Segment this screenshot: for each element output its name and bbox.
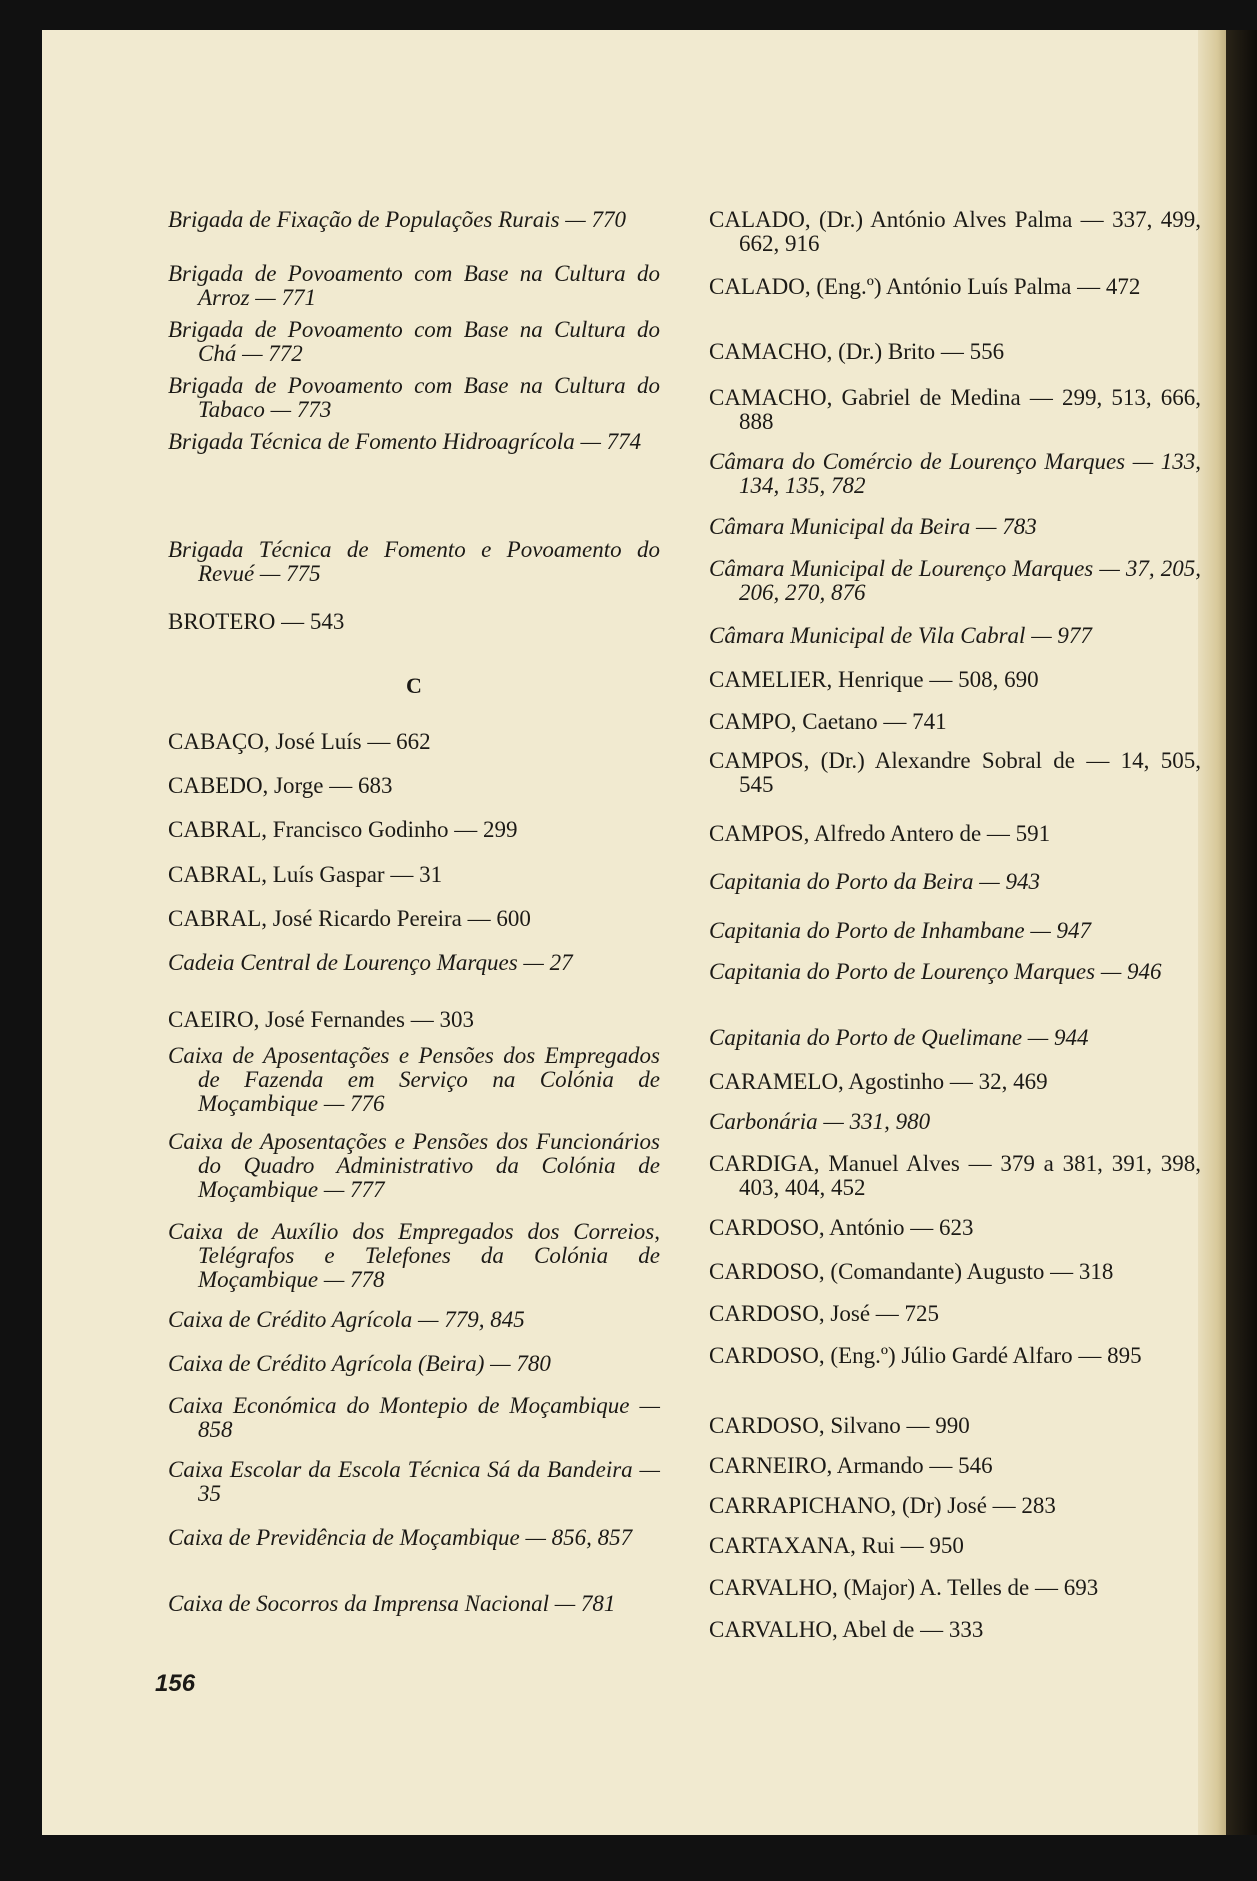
index-entry: CARDOSO, António — 623 xyxy=(709,1215,974,1240)
index-entry: CARNEIRO, Armando — 546 xyxy=(709,1453,993,1478)
index-entry: CABEDO, Jorge — 683 xyxy=(168,773,393,798)
index-entry: Brigada de Fixação de Populações Rurais — 770 xyxy=(168,207,627,232)
book-edge xyxy=(1226,30,1257,1835)
index-entry: Caixa de Crédito Agrícola — 779, 845 xyxy=(168,1307,525,1332)
page-number: 156 xyxy=(155,1670,196,1697)
section-letter: C xyxy=(406,673,422,698)
index-entry: CALADO, (Eng.º) António Luís Palma — 472 xyxy=(709,274,1141,299)
index-entry: Câmara Municipal de Vila Cabral — 977 xyxy=(709,623,1092,648)
index-entry: CARVALHO, Abel de — 333 xyxy=(709,1617,984,1642)
index-entry: Caixa Escolar da Escola Técnica Sá da Bandeira — 35 xyxy=(168,1457,660,1506)
index-entry: CARDIGA, Manuel Alves — 379 a 381, 391, 398, 403, 404, 452 xyxy=(709,1151,1201,1200)
index-entry: CAMELIER, Henrique — 508, 690 xyxy=(709,667,1039,692)
index-entry: Caixa de Previdência de Moçambique — 856, 857 xyxy=(168,1525,633,1550)
index-entry: CARDOSO, (Comandante) Augusto — 318 xyxy=(709,1259,1114,1284)
index-entry: CAEIRO, José Fernandes — 303 xyxy=(168,1007,474,1032)
index-entry: CARVALHO, (Major) A. Telles de — 693 xyxy=(709,1575,1099,1600)
index-entry: Caixa Económica do Montepio de Moçambique — 858 xyxy=(168,1393,660,1442)
index-entry: CABAÇO, José Luís — 662 xyxy=(168,729,431,754)
index-entry: Capitania do Porto de Lourenço Marques — 946 xyxy=(709,959,1162,984)
index-entry: Brigada Técnica de Fomento Hidroagrícola — 774 xyxy=(168,429,642,454)
index-entry: CARDOSO, (Eng.º) Júlio Gardé Alfaro — 895 xyxy=(709,1343,1142,1368)
index-entry: Capitania do Porto da Beira — 943 xyxy=(709,869,1040,894)
index-entry: CARDOSO, José — 725 xyxy=(709,1301,940,1326)
index-entry: CALADO, (Dr.) António Alves Palma — 337, 499, 662, 916 xyxy=(709,207,1201,256)
index-entry: BROTERO — 543 xyxy=(168,609,345,634)
index-entry: Carbonária — 331, 980 xyxy=(709,1109,931,1134)
index-entry: Câmara Municipal da Beira — 783 xyxy=(709,514,1037,539)
index-entry: CAMACHO, Gabriel de Medina — 299, 513, 666, 888 xyxy=(709,385,1201,434)
index-entry: Caixa de Crédito Agrícola (Beira) — 780 xyxy=(168,1351,551,1376)
index-entry: CAMPOS, (Dr.) Alexandre Sobral de — 14, 505, 545 xyxy=(709,748,1201,797)
index-entry: Brigada Técnica de Fomento e Povoamento do Revué — 775 xyxy=(168,537,660,586)
index-entry: Brigada de Povoamento com Base na Cultura do Arroz — 771 xyxy=(168,261,660,310)
index-entry: CARDOSO, Silvano — 990 xyxy=(709,1413,970,1438)
index-entry: Câmara Municipal de Lourenço Marques — 37, 205, 206, 270, 876 xyxy=(709,556,1201,605)
index-entry: CAMPO, Caetano — 741 xyxy=(709,709,947,734)
index-entry: CARRAPICHANO, (Dr) José — 283 xyxy=(709,1493,1056,1518)
index-entry: CARAMELO, Agostinho — 32, 469 xyxy=(709,1069,1048,1094)
index-entry: Brigada de Povoamento com Base na Cultura do Tabaco — 773 xyxy=(168,373,660,422)
index-entry: Brigada de Povoamento com Base na Cultura do Chá — 772 xyxy=(168,317,660,366)
index-entry: Cadeia Central de Lourenço Marques — 27 xyxy=(168,950,573,975)
index-entry: Capitania do Porto de Inhambane — 947 xyxy=(709,918,1092,943)
book-page xyxy=(42,30,1230,1835)
index-entry: CABRAL, José Ricardo Pereira — 600 xyxy=(168,906,531,931)
index-entry: Caixa de Aposentações e Pensões dos Empregados de Fazenda em Serviço na Colónia de Moçambique — 776 xyxy=(168,1043,660,1116)
index-entry: CABRAL, Francisco Godinho — 299 xyxy=(168,817,518,842)
index-entry: CAMPOS, Alfredo Antero de — 591 xyxy=(709,821,1051,846)
index-entry: Caixa de Socorros da Imprensa Nacional — 781 xyxy=(168,1591,616,1616)
index-entry: Câmara do Comércio de Lourenço Marques — 133, 134, 135, 782 xyxy=(709,449,1201,498)
index-entry: Capitania do Porto de Quelimane — 944 xyxy=(709,1025,1089,1050)
index-entry: Caixa de Auxílio dos Empregados dos Correios, Telégrafos e Telefones da Colónia de Moçambique — 778 xyxy=(168,1219,660,1292)
index-entry: Caixa de Aposentações e Pensões dos Funcionários do Quadro Administrativo da Colónia de Moçambique — 777 xyxy=(168,1129,660,1202)
index-entry: CABRAL, Luís Gaspar — 31 xyxy=(168,862,443,887)
index-entry: CARTAXANA, Rui — 950 xyxy=(709,1533,964,1558)
index-entry: CAMACHO, (Dr.) Brito — 556 xyxy=(709,339,1005,364)
